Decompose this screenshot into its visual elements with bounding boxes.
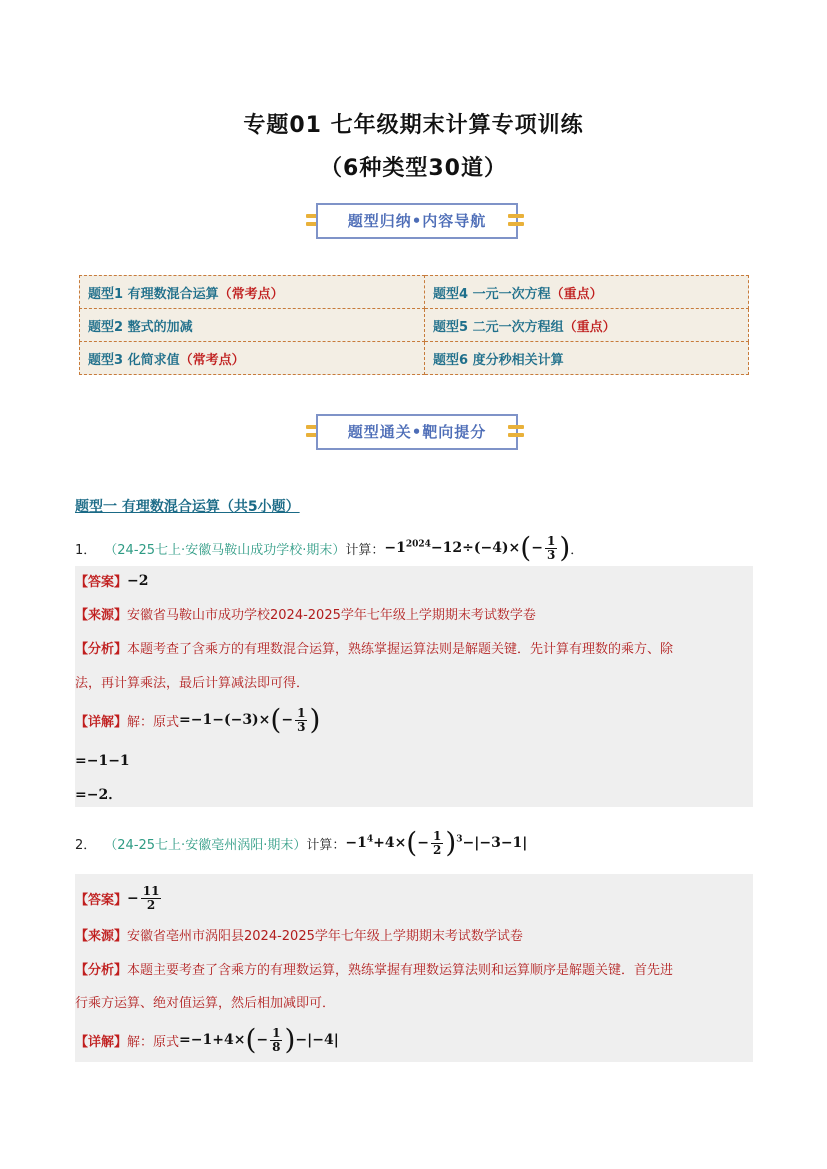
practice-banner bbox=[304, 414, 526, 448]
practice-banner-label: 题型通关•靶向提分 bbox=[316, 414, 518, 450]
topic-link-2[interactable]: 题型2 整式的加减 bbox=[80, 309, 425, 342]
table-row bbox=[80, 342, 749, 375]
detail-line: 【详解】 解：原式 =−1−(−3)×(− $\frac{1}{3}$ ) bbox=[75, 703, 321, 736]
question-prompt: 计算： bbox=[345, 542, 385, 558]
analysis-line-cont: 法，再计算乘法，最后计算减法即可得． bbox=[75, 676, 310, 691]
nav-banner-label: 题型归纳•内容导航 bbox=[316, 203, 518, 239]
topic-link-4[interactable]: 题型4 一元一次方程（重点） bbox=[425, 276, 749, 309]
source-line: 【来源】 安徽省亳州市涡阳县2024-2025学年七年级上学期期末考试数学试卷 bbox=[75, 929, 523, 944]
section-title[interactable]: 题型一 有理数混合运算（共5小题） bbox=[75, 499, 300, 515]
analysis-line: 【分析】 本题考查了含乘方的有理数混合运算，熟练掌握运算法则是解题关键．先计算有理数的乘方、除 bbox=[75, 642, 674, 657]
topic-nav-table bbox=[79, 275, 749, 375]
question-source: （24-25七上·安徽亳州涡阳·期末） bbox=[104, 837, 307, 853]
question-2 bbox=[75, 822, 527, 864]
question-number: 2． bbox=[75, 837, 97, 853]
decor-bar-icon bbox=[508, 212, 524, 228]
step-line: =−2． bbox=[75, 787, 123, 803]
answer-line: 【答案】 − $\frac{11}{2}$ bbox=[75, 883, 160, 912]
page-subtitle: （6种类型30道） bbox=[320, 156, 507, 181]
topic-link-6[interactable]: 题型6 度分秒相关计算 bbox=[425, 342, 749, 375]
question-1: 1． （24-25七上·安徽马鞍山成功学校·期末） 计算： $-1^{2024}-12\div(-4)\times(-$ $\frac{1}{3}$ ) ． bbox=[75, 531, 584, 564]
page-title: 专题01 七年级期末计算专项训练 bbox=[243, 113, 584, 138]
step-line: =−1−1 bbox=[75, 753, 130, 769]
table-row bbox=[80, 276, 749, 309]
question-number: 1． bbox=[75, 542, 97, 558]
topic-link-3[interactable]: 题型3 化简求值（常考点） bbox=[80, 342, 425, 375]
answer-line: 【答案】 −2 bbox=[75, 572, 149, 590]
question-source: （24-25七上·安徽马鞍山成功学校·期末） bbox=[104, 542, 346, 558]
source-line: 【来源】 安徽省马鞍山市成功学校2024-2025学年七年级上学期期末考试数学卷 bbox=[75, 608, 536, 623]
analysis-line: 【分析】 本题主要考查了含乘方的有理数运算，熟练掌握有理数运算法则和运算顺序是解题关键．首先进 bbox=[75, 963, 674, 978]
analysis-line-cont: 行乘方运算、绝对值运算，然后相加减即可． bbox=[75, 996, 336, 1011]
question-expression: $-1^{2024}-12\div(-4)\times(-$ $\frac{1}{3}$ ) bbox=[384, 531, 571, 564]
question-expression: $-1^4+4\times(-$ $\frac{1}{2}$ )$^3$−|−3−1| bbox=[345, 826, 528, 859]
question-prompt: 计算： bbox=[306, 837, 346, 853]
detail-line: 【详解】 解：原式 =−1+4×(− $\frac{1}{8}$ )−|−4| bbox=[75, 1023, 339, 1056]
decor-bar-icon bbox=[508, 423, 524, 439]
table-row bbox=[80, 309, 749, 342]
topic-link-5[interactable]: 题型5 二元一次方程组（重点） bbox=[425, 309, 749, 342]
topic-link-1[interactable]: 题型1 有理数混合运算（常考点） bbox=[80, 276, 425, 309]
nav-banner bbox=[304, 203, 526, 237]
